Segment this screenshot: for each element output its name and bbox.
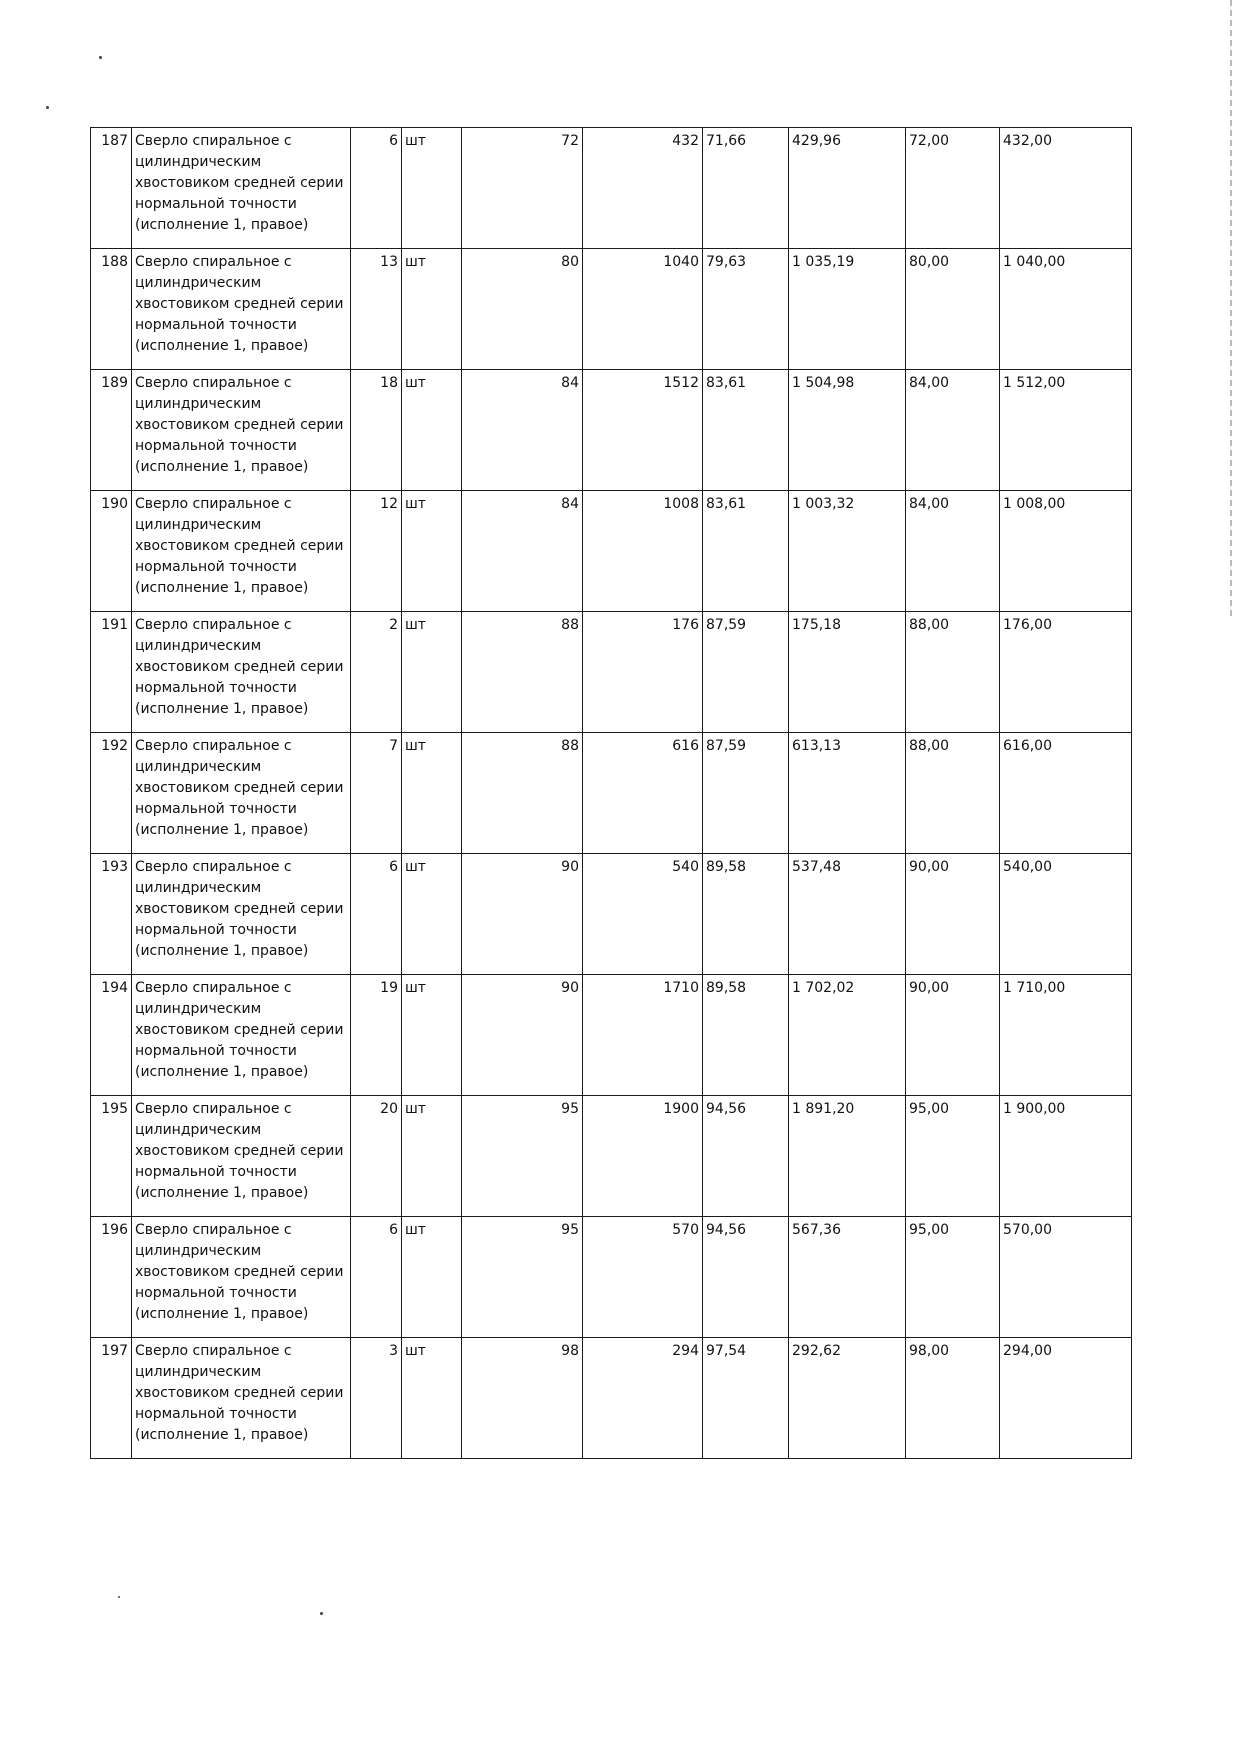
item-price-net: 87,59	[703, 733, 789, 854]
table-row	[91, 733, 1132, 854]
table-row	[91, 128, 1132, 249]
item-sum-net: 613,13	[789, 733, 906, 854]
scan-speck	[46, 106, 49, 109]
item-price-net: 79,63	[703, 249, 789, 370]
scan-speck	[320, 1612, 323, 1615]
row-number: 197	[91, 1338, 132, 1459]
row-number: 190	[91, 491, 132, 612]
item-sum-final: 1 008,00	[1000, 491, 1132, 612]
item-price: 72	[462, 128, 583, 249]
item-price: 88	[462, 612, 583, 733]
item-price-net: 97,54	[703, 1338, 789, 1459]
item-quantity: 12	[351, 491, 402, 612]
row-number: 196	[91, 1217, 132, 1338]
item-quantity: 6	[351, 854, 402, 975]
item-quantity: 3	[351, 1338, 402, 1459]
item-sum-final: 570,00	[1000, 1217, 1132, 1338]
item-sum: 432	[583, 128, 703, 249]
item-quantity: 6	[351, 128, 402, 249]
item-price: 84	[462, 491, 583, 612]
row-number: 192	[91, 733, 132, 854]
item-unit: шт	[402, 370, 462, 491]
row-number: 194	[91, 975, 132, 1096]
item-quantity: 6	[351, 1217, 402, 1338]
item-price-net: 94,56	[703, 1096, 789, 1217]
item-price-final: 88,00	[906, 612, 1000, 733]
scan-speck	[99, 56, 102, 59]
item-description: Сверло спиральное с цилиндрическим хвостовиком средней серии нормальной точности (исполнение 1, правое)	[132, 1338, 351, 1459]
scan-speck	[118, 1596, 120, 1598]
item-price-net: 87,59	[703, 612, 789, 733]
item-price: 84	[462, 370, 583, 491]
item-unit: шт	[402, 1096, 462, 1217]
table-row	[91, 975, 1132, 1096]
item-description: Сверло спиральное с цилиндрическим хвостовиком средней серии нормальной точности (исполнение 1, правое)	[132, 370, 351, 491]
item-price: 98	[462, 1338, 583, 1459]
item-sum: 1512	[583, 370, 703, 491]
item-sum: 176	[583, 612, 703, 733]
item-sum-net: 567,36	[789, 1217, 906, 1338]
item-quantity: 2	[351, 612, 402, 733]
item-sum-net: 292,62	[789, 1338, 906, 1459]
item-unit: шт	[402, 249, 462, 370]
item-unit: шт	[402, 128, 462, 249]
table-row	[91, 1217, 1132, 1338]
item-price: 80	[462, 249, 583, 370]
item-sum-final: 1 512,00	[1000, 370, 1132, 491]
specification-table	[90, 127, 1132, 1459]
item-unit: шт	[402, 975, 462, 1096]
row-number: 188	[91, 249, 132, 370]
item-sum-net: 1 003,32	[789, 491, 906, 612]
item-quantity: 19	[351, 975, 402, 1096]
row-number: 193	[91, 854, 132, 975]
item-sum: 540	[583, 854, 703, 975]
table-row	[91, 1096, 1132, 1217]
item-price-final: 72,00	[906, 128, 1000, 249]
item-price-final: 95,00	[906, 1217, 1000, 1338]
item-price-final: 90,00	[906, 854, 1000, 975]
item-sum-net: 1 504,98	[789, 370, 906, 491]
item-unit: шт	[402, 612, 462, 733]
item-price-final: 95,00	[906, 1096, 1000, 1217]
item-sum: 616	[583, 733, 703, 854]
item-price-net: 94,56	[703, 1217, 789, 1338]
row-number: 191	[91, 612, 132, 733]
item-description: Сверло спиральное с цилиндрическим хвостовиком средней серии нормальной точности (исполнение 1, правое)	[132, 733, 351, 854]
item-unit: шт	[402, 854, 462, 975]
item-sum-final: 432,00	[1000, 128, 1132, 249]
row-number: 189	[91, 370, 132, 491]
item-description: Сверло спиральное с цилиндрическим хвостовиком средней серии нормальной точности (исполнение 1, правое)	[132, 612, 351, 733]
item-sum: 294	[583, 1338, 703, 1459]
item-price-final: 88,00	[906, 733, 1000, 854]
item-sum: 1900	[583, 1096, 703, 1217]
item-description: Сверло спиральное с цилиндрическим хвостовиком средней серии нормальной точности (исполнение 1, правое)	[132, 854, 351, 975]
item-sum-final: 1 710,00	[1000, 975, 1132, 1096]
item-sum-final: 616,00	[1000, 733, 1132, 854]
item-description: Сверло спиральное с цилиндрическим хвостовиком средней серии нормальной точности (исполнение 1, правое)	[132, 249, 351, 370]
item-sum-final: 540,00	[1000, 854, 1132, 975]
item-price: 90	[462, 854, 583, 975]
item-quantity: 18	[351, 370, 402, 491]
item-sum-net: 175,18	[789, 612, 906, 733]
table-row	[91, 612, 1132, 733]
item-price-final: 90,00	[906, 975, 1000, 1096]
table-row	[91, 1338, 1132, 1459]
item-price: 95	[462, 1096, 583, 1217]
item-quantity: 20	[351, 1096, 402, 1217]
item-description: Сверло спиральное с цилиндрическим хвостовиком средней серии нормальной точности (исполнение 1, правое)	[132, 491, 351, 612]
item-sum: 1040	[583, 249, 703, 370]
item-unit: шт	[402, 491, 462, 612]
item-sum: 570	[583, 1217, 703, 1338]
item-sum-net: 429,96	[789, 128, 906, 249]
item-price-final: 84,00	[906, 370, 1000, 491]
item-sum-net: 1 702,02	[789, 975, 906, 1096]
item-sum-final: 294,00	[1000, 1338, 1132, 1459]
item-sum-final: 176,00	[1000, 612, 1132, 733]
item-price-net: 83,61	[703, 491, 789, 612]
item-description: Сверло спиральное с цилиндрическим хвостовиком средней серии нормальной точности (исполнение 1, правое)	[132, 1096, 351, 1217]
table-row	[91, 249, 1132, 370]
scan-edge-mark	[1230, 0, 1232, 620]
item-price-net: 83,61	[703, 370, 789, 491]
row-number: 187	[91, 128, 132, 249]
item-unit: шт	[402, 1338, 462, 1459]
item-price-net: 89,58	[703, 975, 789, 1096]
table-row	[91, 370, 1132, 491]
item-price-final: 80,00	[906, 249, 1000, 370]
item-sum-final: 1 900,00	[1000, 1096, 1132, 1217]
item-description: Сверло спиральное с цилиндрическим хвостовиком средней серии нормальной точности (исполнение 1, правое)	[132, 975, 351, 1096]
item-price: 90	[462, 975, 583, 1096]
item-sum: 1710	[583, 975, 703, 1096]
item-sum-final: 1 040,00	[1000, 249, 1132, 370]
item-sum-net: 1 891,20	[789, 1096, 906, 1217]
item-quantity: 13	[351, 249, 402, 370]
item-price: 95	[462, 1217, 583, 1338]
item-quantity: 7	[351, 733, 402, 854]
item-description: Сверло спиральное с цилиндрическим хвостовиком средней серии нормальной точности (исполнение 1, правое)	[132, 1217, 351, 1338]
item-price-final: 84,00	[906, 491, 1000, 612]
item-price-net: 71,66	[703, 128, 789, 249]
item-sum-net: 1 035,19	[789, 249, 906, 370]
row-number: 195	[91, 1096, 132, 1217]
item-price-final: 98,00	[906, 1338, 1000, 1459]
table-row	[91, 854, 1132, 975]
item-description: Сверло спиральное с цилиндрическим хвостовиком средней серии нормальной точности (исполнение 1, правое)	[132, 128, 351, 249]
item-sum-net: 537,48	[789, 854, 906, 975]
item-unit: шт	[402, 1217, 462, 1338]
table-row	[91, 491, 1132, 612]
item-sum: 1008	[583, 491, 703, 612]
item-price: 88	[462, 733, 583, 854]
item-price-net: 89,58	[703, 854, 789, 975]
item-unit: шт	[402, 733, 462, 854]
